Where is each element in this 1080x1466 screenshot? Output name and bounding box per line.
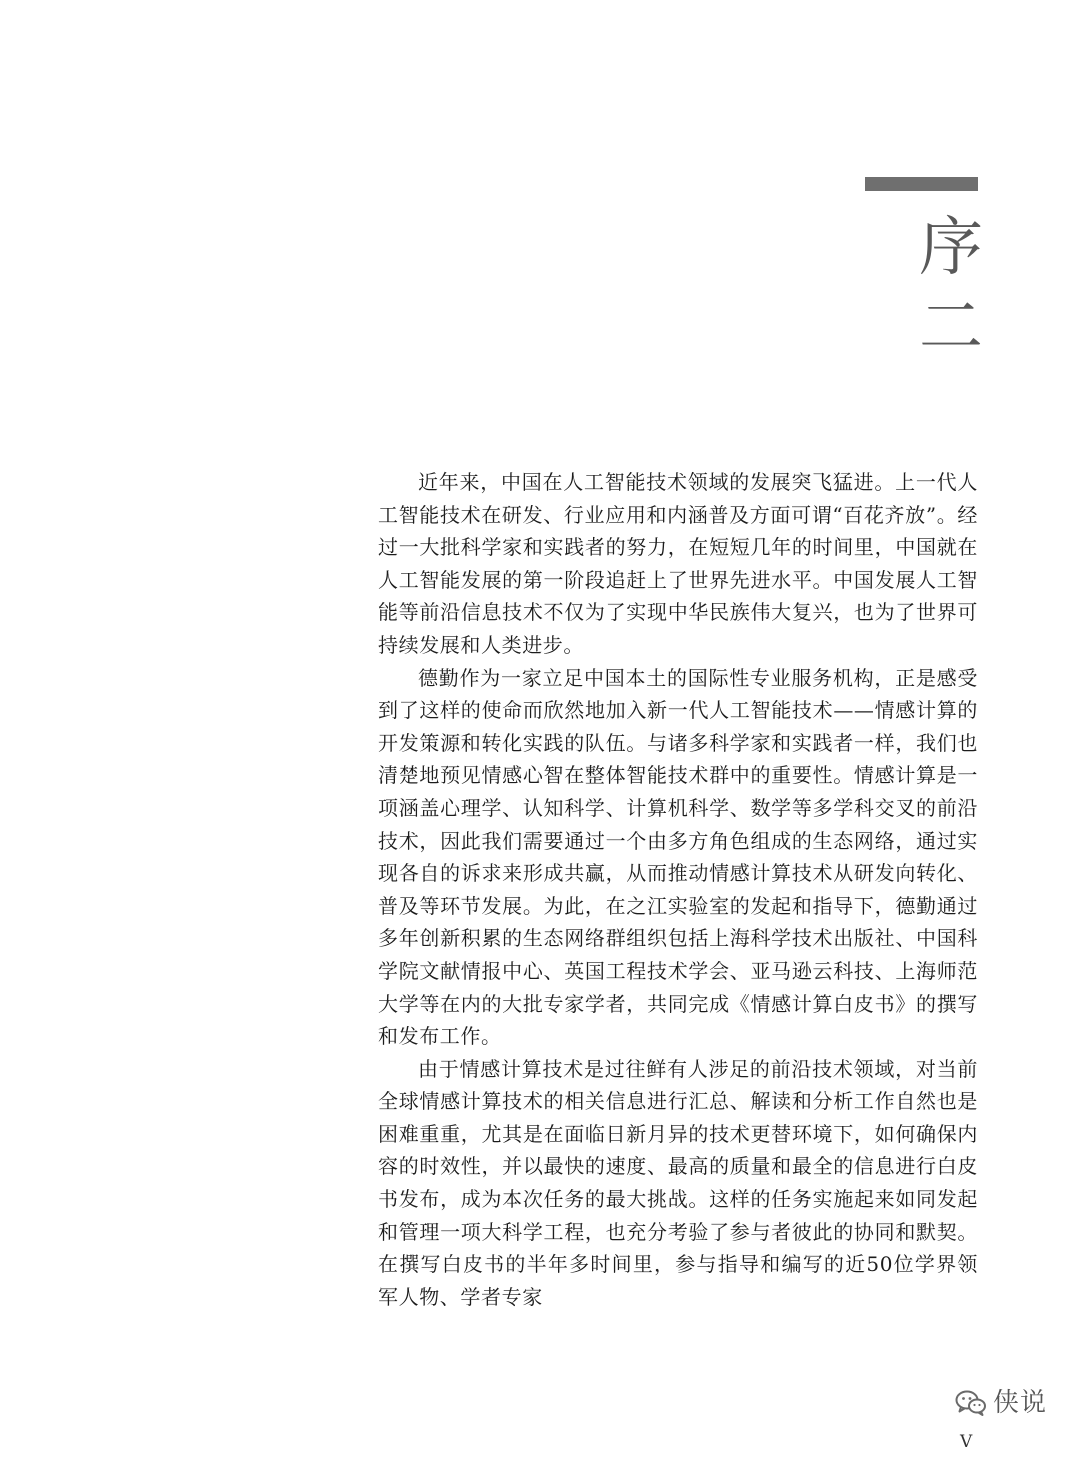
paragraph-3: 由于情感计算技术是过往鲜有人涉足的前沿技术领域，对当前全球情感计算技术的相关信息进行汇总、解读和分析工作自然也是困难重重，尤其是在面临日新月异的技术更替环境下，如何确保内容的时效性，并以最快的速度、最高的质量和最全的信息进行白皮书发布，成为本次任务的最大挑战。这样的任务实施起来如同发起和管理一项大科学工程，也充分考验了参与者彼此的协同和默契。在撰写白皮书的半年多时间里，参与指导和编写的近50位学界领军人物、学者专家 bbox=[378, 1056, 978, 1309]
paragraph-1: 近年来，中国在人工智能技术领域的发展突飞猛进。上一代人工智能技术在研发、行业应用和内涵普及方面可谓“百花齐放”。经过一大批科学家和实践者的努力，在短短几年的时间里，中国就在人工智能发展的第一阶段追赶上了世界先进水平。中国发展人工智能等前沿信息技术不仅为了实现中华民族伟大复兴，也为了世界可持续发展和人类进步。 bbox=[378, 470, 978, 657]
chapter-heading-bar bbox=[865, 177, 978, 191]
paragraph-2: 德勤作为一家立足中国本土的国际性专业服务机构，正是感受到了这样的使命而欣然地加入新一代人工智能技术——情感计算的开发策源和转化实践的队伍。与诸多科学家和实践者一样，我们也清楚地预见情感心智在整体智能技术群中的重要性。情感计算是一项涵盖心理学、认知科学、计算机科学、数学等多学科交叉的前沿技术，因此我们需要通过一个由多方角色组成的生态网络，通过实现各自的诉求来形成共赢，从而推动情感计算技术从研发向转化、普及等环节发展。为此，在之江实验室的发起和指导下，德勤通过多年创新积累的生态网络群组织包括上海科学技术出版社、中国科学院文献情报中心、英国工程技术学会、亚马逊云科技、上海师范大学等在内的大批专家学者，共同完成《情感计算白皮书》的撰写和发布工作。 bbox=[378, 665, 978, 1049]
wechat-icon bbox=[955, 1389, 987, 1417]
chapter-title: 序二 bbox=[919, 211, 985, 365]
watermark-text: 侠说 bbox=[993, 1388, 1048, 1418]
page-number: V bbox=[960, 1432, 973, 1452]
watermark bbox=[955, 1388, 1047, 1418]
body-text bbox=[378, 466, 978, 1313]
